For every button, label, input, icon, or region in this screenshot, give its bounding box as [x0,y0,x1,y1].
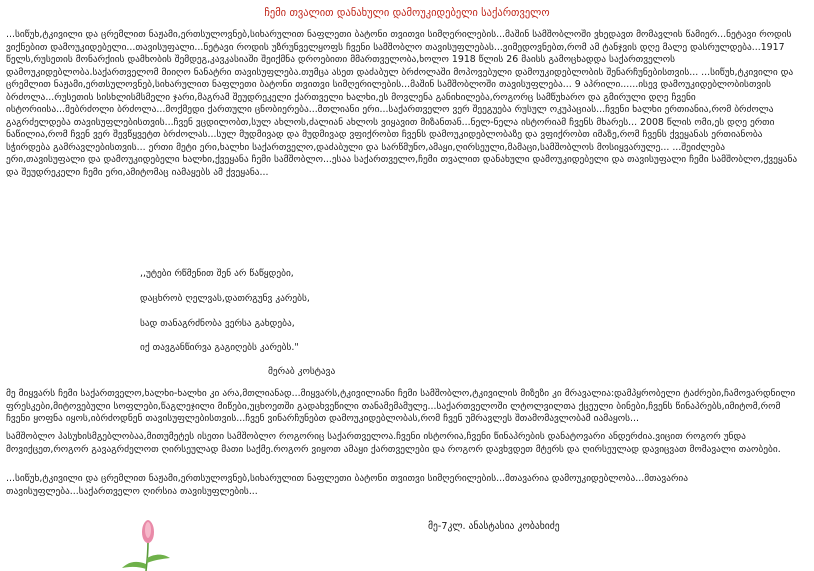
author-signature: მე-7კლ. ანასტასია კობახიძე [428,521,560,532]
essay-paragraph-1: ...სიწუხ,ტკივილი და ცრემლით ნაჟამი,ერთსულოვნებ,სიხარულით ნაფლეთი ბატონი თვითვი სიმღერილების...მაშინ სამშობლოში ვხედავთ მომავლის წამიერ...ნეტავი როდის ვიქნებით დამოუკიდებელი...თავისუფალი...ნეტავი როდის უზრუნველყოფს ჩვენი სამშობლო თავისუფლებას...ვიმედოვნებთ,რომ ამ ტანჯვის დღე მალე დასრულდება...1917 წელს,რუსეთის მონარქიის დამხობის შემდეგ,კავკასიაში შეიქმნა დროებითი მმართველობა,ხოლო 1918 წლის 26 მაისს გამოცხადდა საქართველოს დამოუკიდებლობა.საქართველომ მიიღო ნანატრი თავისუფლება.თუმცა ასეთ დაძაბულ ბრძოლაში მოპოვებული დამოუკიდებლობის შენარჩუნებისთვის... ...სიწუხ,ტკივილი და ცრემლით ნაჟამი,ერთსულოვნებ,სიხარულით ნაფლეთი ბატონი თვითვი სიმღერილების...მაშინ სამშობლოში თავისუფლება... 9 აპრილი......ისევ დამოუკიდებლობისთვის ბრძოლა...რუსეთის სისხლისმსმელი ჯარი,მაგრამ შეუდრეკელი ქართველი ხალხი,ეს მოვლენა განიხილება,როგორც სამწუხარო და გმირული დღე ჩვენი ისტორიისა...მებრძოლი ბრძოლა...მოქმედი ქართული ცნობიერება...მთლიანი ერი...საქართველო ვერ შეეგუება რუსულ ოკუპაციას...ჩვენი ხალხი ერთიანია,რომ ბრძოლა გაგრძელდება თავისუფლებისთვის...ჩვენ ვცდილობთ,სულ ახლოს,ძალიან ახლოს ვიყავით მიზანთან...ნელ-ნელა ისტორიამ ჩვენს მხარეს... 2008 წლის ომი,ეს დღე ერთი ნაწილია,რომ ჩვენ ვერ შევწყვეტთ ბრძოლას...სულ მუდმივად და მუდმივად ვფიქრობთ ჩვენს დამოუკიდებლობაზე და ვფიქრობთ იმაზე,რომ ჩვენს ქვეყანას ერთიანობა სჭირდება გამრავლებისთვის... ერთი მეტი ერი,ხალხი საქართველო,დაძაბული და სარწმუნო,ამაყი,ღირსეული,მამაცი,სამშობლოს მოსიყვარულე... ...შეიძლება ერი,თავისუფალი და დამოუკიდებელი ხალხი,ქვეყანა ჩემი სამშობლო...ესაა საქართველო,ჩემი თვალით დანახული დამოუკიდებელი და თავისუფალი ჩემი სამშობლო,ქვეყანა და შეუდრეკელი ჩემი ერი,ამიტომაც იამაყებს ამ ქვეყანა... [6,29,798,178]
poem-line-2: დაცხრობ ღელვას,დათრგუნვ კარებს, [140,293,310,304]
poem-author: მერაბ კოსტავა [268,366,336,377]
poem-line-4: იქ თავგანწირვა გაგიღებს კარებს." [140,342,299,353]
tulip-illustration [112,520,182,571]
essay-paragraph-3: სამშობლო პასუხისმგებლობაა,მითუმეტეს ისეთი სამშობლო როგორიც საქართველოა.ჩვენი ისტორია,ჩვენი წინაპრების დანატოვარი ანდერძია.ვიცით როგორ უნდა მოვიქცეთ,როგორ გავაგრძელოთ ღირსეულად მათი საქმე.როგორ ვიყოთ ამაყი ქართველები და როგორ დავხვდეთ მტერს და ღირსეულად დავიცვათ მომავალი თაობები. [6,431,781,455]
page-title: ჩემი თვალით დანახული დამოუკიდებელი საქართველო [264,7,550,19]
essay-paragraph-2: მე მიყვარს ჩემი საქართველო,ხალხი-ხალხი კი არა,მთლიანად...მიყვარს,ტკივილიანი ჩემი სამშობლო,ტკივილის მიზეზი კი მრავალია:დამპყრობელი ტაძრები,ჩამოვარდნილი ფრესკები,მიტოვებული სოფლები,წაგლეჯილი მიწები,უცხოეთში გადახვეწილი თანამემამულე...საქართველოში ლტოლვილთა ქცეული ბინები,ჩვენს წინაპრებს,იმიტომ,რომ ჩვენი ყოფნა იყოს,იბრძოდნენ თავისუფლებისთვის...ჩვენ ვინარჩუნებთ დამოუკიდებლობას,რომ ჩვენ უმრავლეს შთამომავლობამ იამაყოს... [6,388,796,424]
poem-line-3: სად თანაგრძნობა ვერსა გახდება, [140,318,295,329]
poem-line-1: ,,უტები რწმენით შენ არ წაწყდები, [140,268,294,279]
essay-paragraph-4: ...სიწუხ,ტკივილი და ცრემლით ნაჟამი,ერთსულოვნებ,სიხარულით ნაფლეთი ბატონი თვითვი სიმღერილების...მთავარია დამოუკიდებლობა...მთავარია თავისუფლება...საქართველო ღირსია თავისუფლების... [6,473,689,497]
